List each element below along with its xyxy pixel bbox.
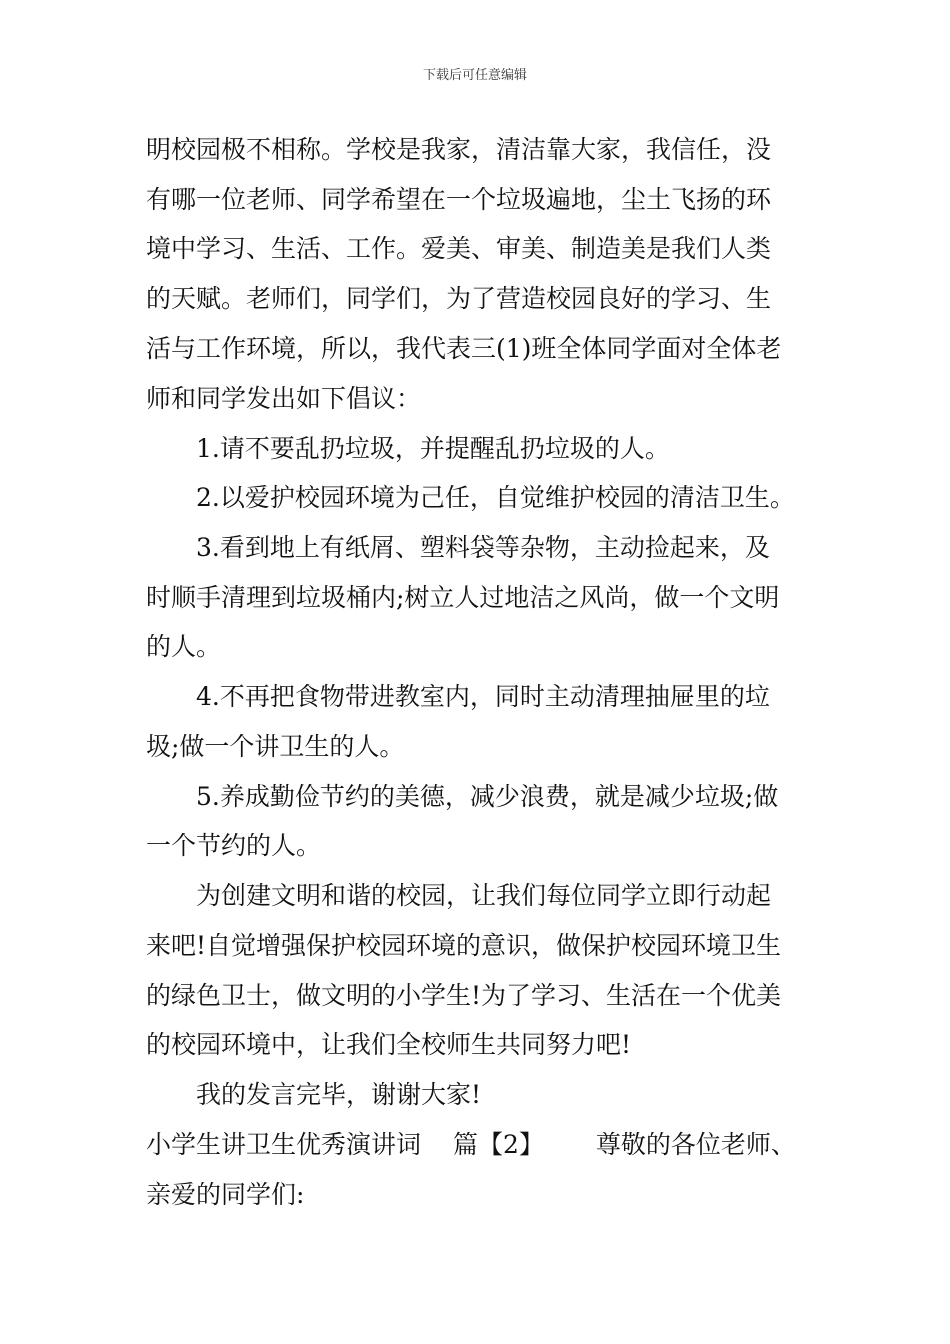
text-line: 圾;做一个讲卫生的人。	[146, 732, 405, 761]
text-line: 1.请不要乱扔垃圾，并提醒乱扔垃圾的人。	[196, 434, 670, 463]
text-line: 我的发言完毕，谢谢大家!	[196, 1080, 482, 1109]
section-title: 小学生讲卫生优秀演讲词	[146, 1130, 422, 1159]
text-line: 时顺手清理到垃圾桶内;树立人过地洁之风尚，做一个文明	[146, 583, 780, 612]
text-line: 4.不再把食物带进教室内，同时主动清理抽屉里的垃	[196, 682, 770, 711]
greeting-line: 尊敬的各位老师、	[595, 1130, 796, 1159]
text-line: 来吧!自觉增强保护校园环境的意识，做保护校园环境卫生	[146, 931, 782, 960]
section-heading	[146, 1129, 796, 1161]
text-line: 的绿色卫士，做文明的小学生!为了学习、生活在一个优美	[146, 981, 782, 1010]
text-line: 有哪一位老师、同学希望在一个垃圾遍地，尘土飞扬的环	[146, 185, 772, 214]
text-line: 师和同学发出如下倡议：	[146, 384, 422, 413]
text-line: 的天赋。老师们，同学们，为了营造校园良好的学习、生	[146, 284, 772, 313]
text-line: 2.以爱护校园环境为己任，自觉维护校园的清洁卫生。	[196, 483, 795, 512]
text-line: 境中学习、生活、工作。爱美、审美、制造美是我们人类	[146, 234, 772, 263]
text-line: 亲爱的同学们:	[146, 1180, 305, 1209]
section-part: 篇【2】	[453, 1130, 544, 1159]
text-line: 5.养成勤俭节约的美德，减少浪费，就是减少垃圾;做	[196, 782, 779, 811]
text-line: 明校园极不相称。学校是我家，清洁靠大家，我信任，没	[146, 135, 772, 164]
text-line: 一个节约的人。	[146, 831, 322, 860]
text-line: 的校园环境中，让我们全校师生共同努力吧!	[146, 1030, 632, 1059]
text-line: 的人。	[146, 632, 222, 661]
page-header: 下载后可任意编辑	[422, 68, 527, 83]
text-line: 3.看到地上有纸屑、塑料袋等杂物，主动捡起来，及	[196, 533, 770, 562]
text-line: 活与工作环境，所以，我代表三(1)班全体同学面对全体老	[146, 334, 782, 363]
text-line: 为创建文明和谐的校园，让我们每位同学立即行动起	[196, 881, 772, 910]
